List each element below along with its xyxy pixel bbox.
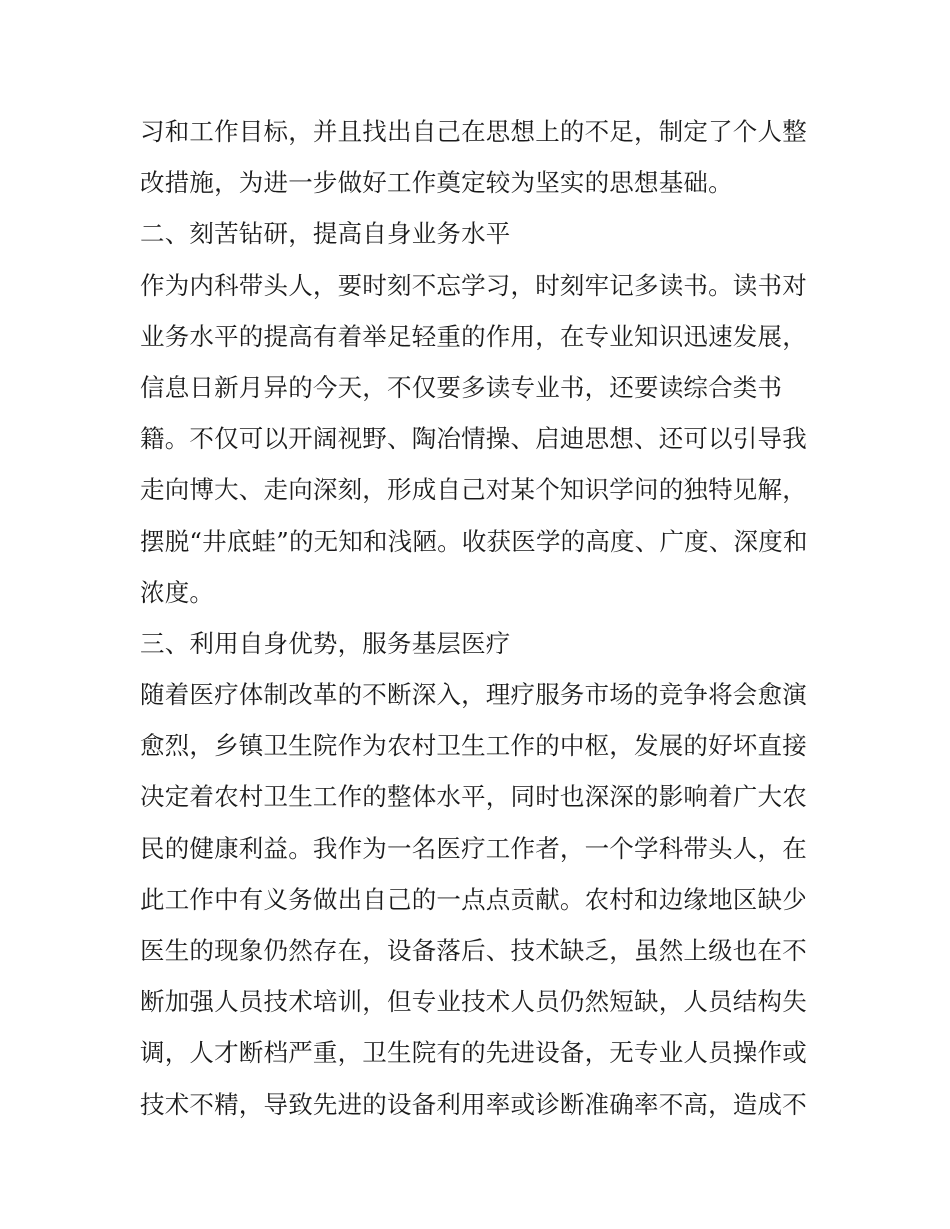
text-line: 作为内科带头人，要时刻不忘学习，时刻牢记多读书。读书对 — [140, 270, 807, 300]
text-line: 民的健康利益。我作为一名医疗工作者，一个学科带头人，在 — [140, 833, 807, 863]
text-line: 摆脱“井底蛙”的无知和浅陋。收获医学的高度、广度、深度和 — [140, 526, 808, 556]
text-line: 调，人才断档严重，卫生院有的先进设备，无专业人员操作或 — [140, 1038, 807, 1068]
text-line: 改措施，为进一步做好工作奠定较为坚实的思想基础。 — [140, 168, 733, 198]
text-line: 浓度。 — [140, 577, 215, 607]
text-line: 此工作中有义务做出自己的一点点贡献。农村和边缘地区缺少 — [140, 884, 807, 914]
text-line: 技术不精，导致先进的设备利用率或诊断准确率不高，造成不 — [140, 1089, 807, 1119]
text-line: 决定着农村卫生工作的整体水平，同时也深深的影响着广大农 — [140, 782, 807, 812]
text-line: 医生的现象仍然存在，设备落后、技术缺乏，虽然上级也在不 — [140, 936, 807, 965]
text-line: 业务水平的提高有着举足轻重的作用，在专业知识迅速发展， — [140, 321, 807, 351]
section-heading: 三、利用自身优势，服务基层医疗 — [140, 628, 511, 658]
text-line: 随着医疗体制改革的不断深入，理疗服务市场的竞争将会愈演 — [140, 680, 807, 710]
text-line: 断加强人员技术培训，但专业技术人员仍然短缺，人员结构失 — [140, 987, 807, 1017]
text-line: 走向博大、走向深刻，形成自己对某个知识学问的独特见解， — [140, 475, 807, 505]
text-line: 愈烈，乡镇卫生院作为农村卫生工作的中枢，发展的好坏直接 — [140, 731, 807, 761]
document-body — [140, 106, 820, 1130]
text-line: 信息日新月异的今天，不仅要多读专业书，还要读综合类书 — [140, 372, 783, 402]
section-heading: 二、刻苦钻研，提高自身业务水平 — [140, 219, 511, 249]
text-line: 习和工作目标，并且找出自己在思想上的不足，制定了个人整 — [140, 117, 807, 146]
text-line: 籍。不仅可以开阔视野、陶冶情操、启迪思想、还可以引导我 — [140, 424, 807, 454]
